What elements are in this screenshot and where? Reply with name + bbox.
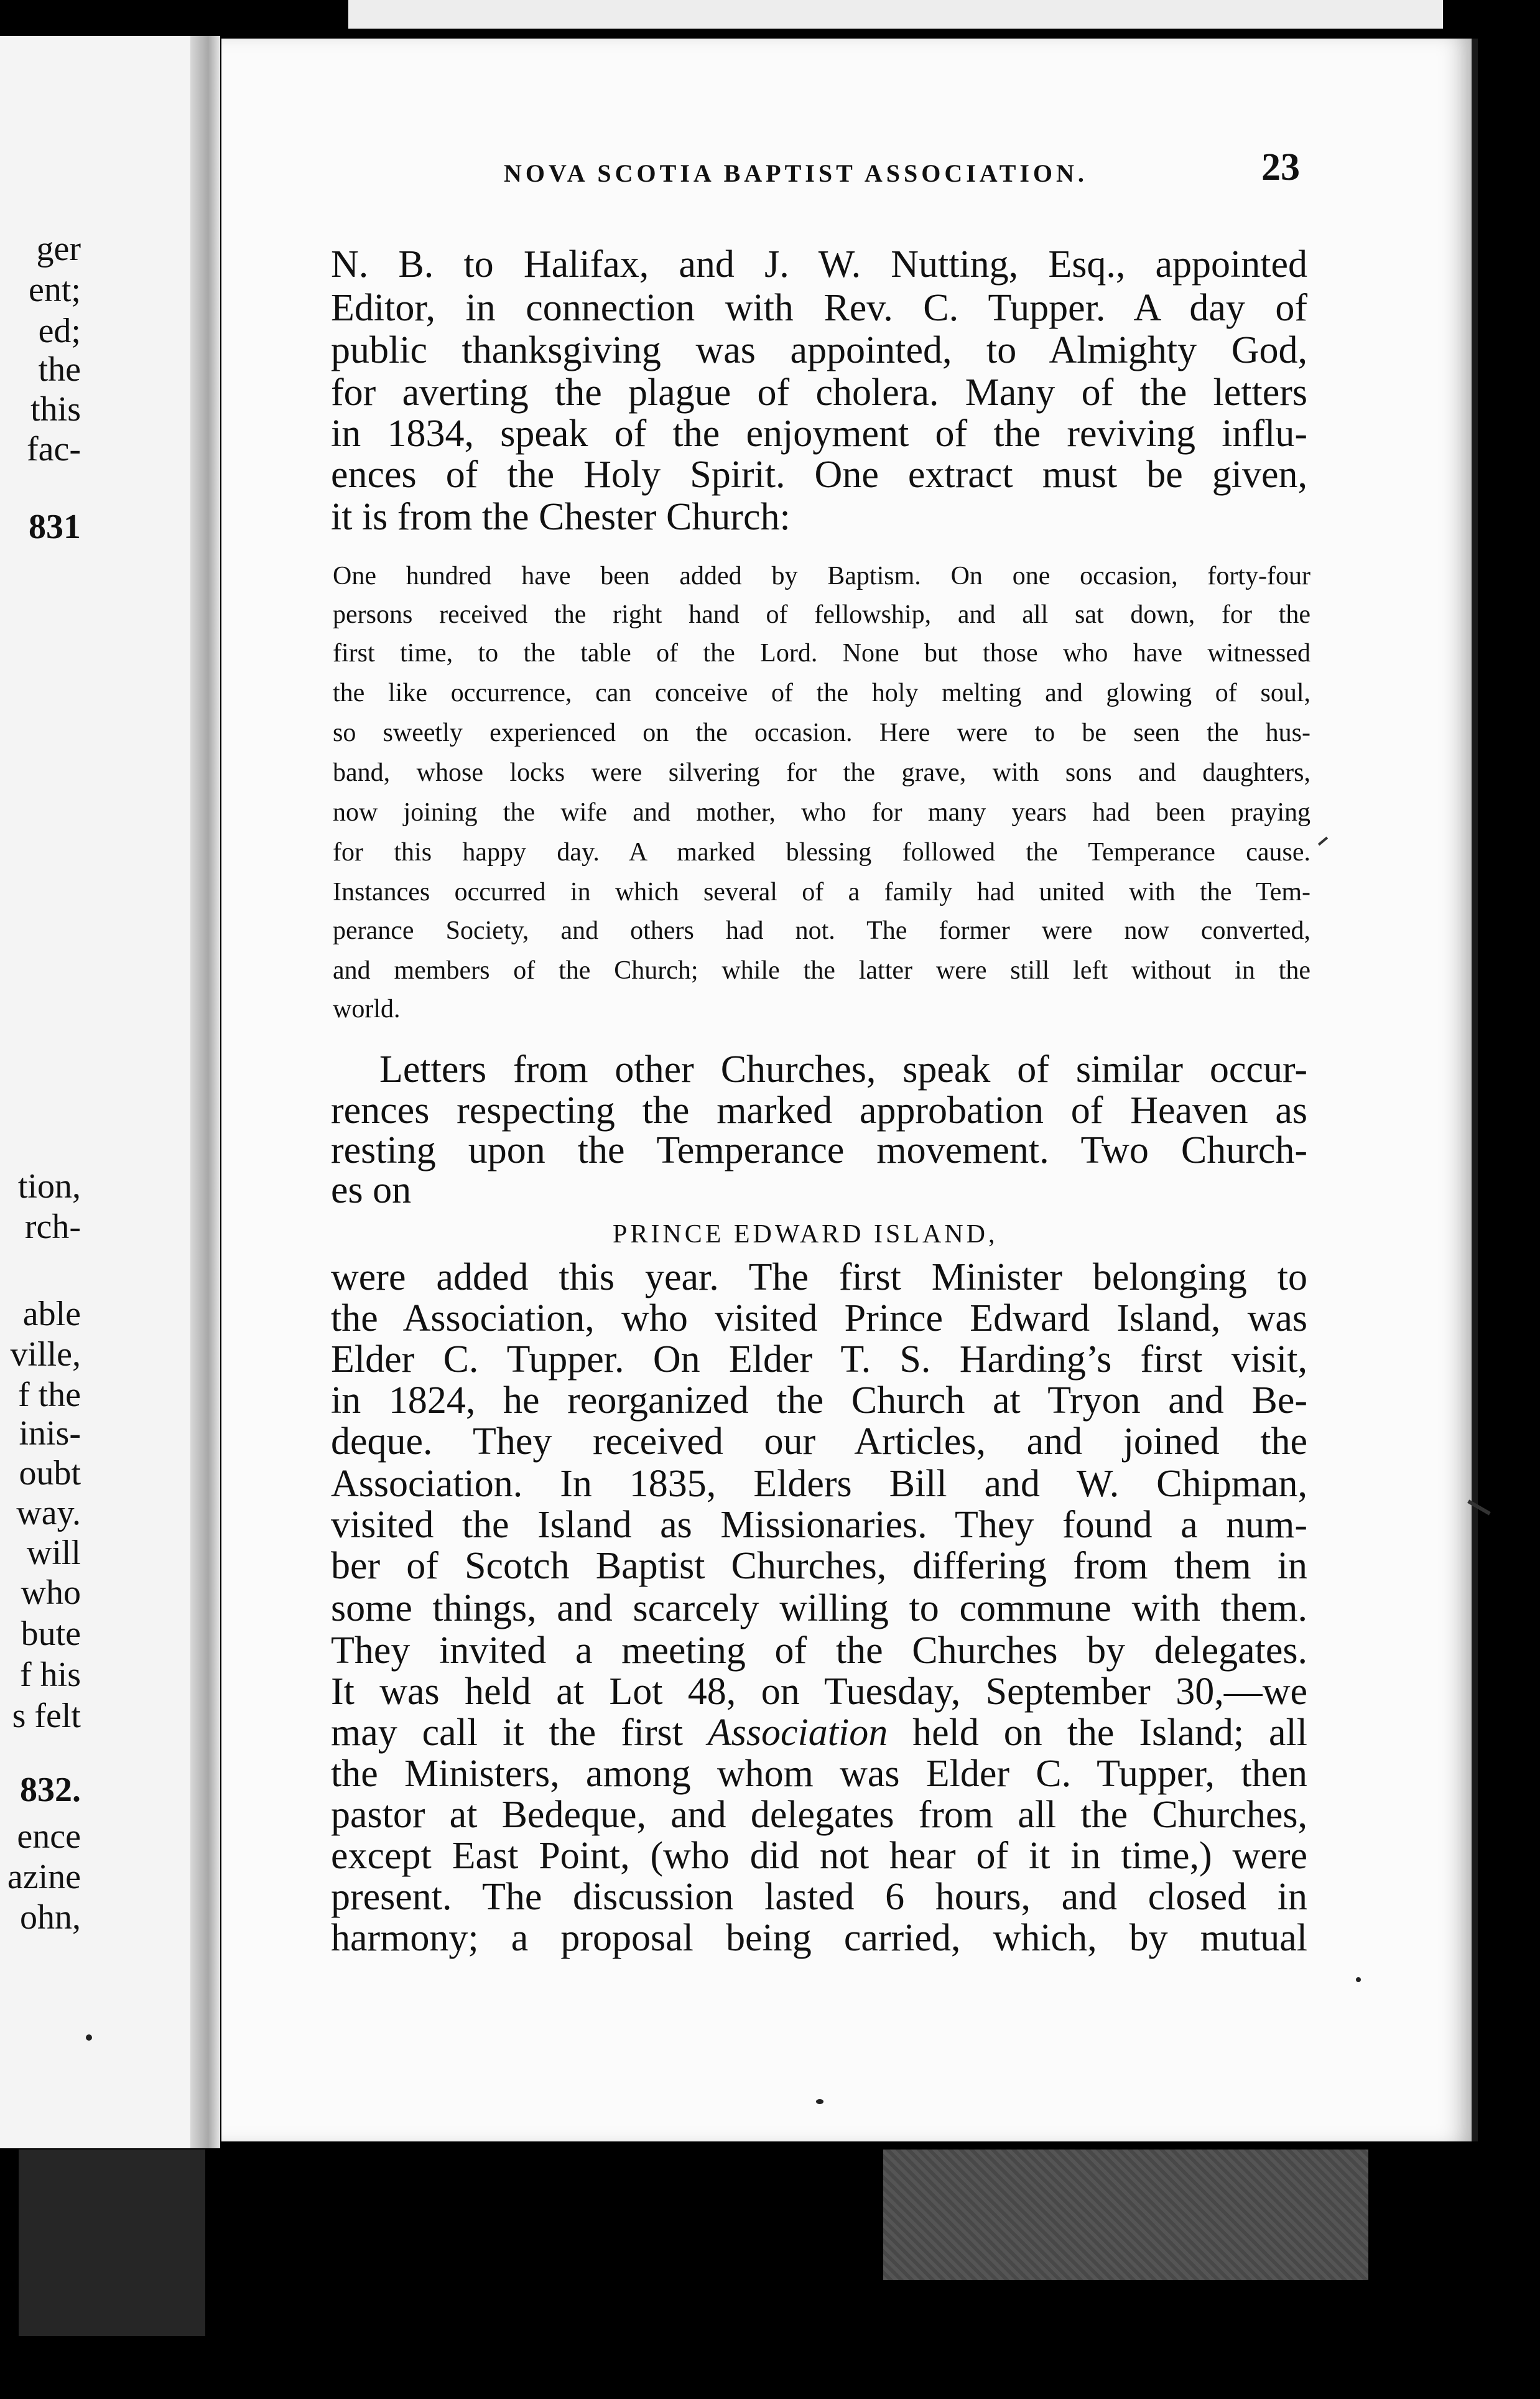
left-fragment: tion, — [17, 1167, 81, 1206]
left-fragment: will — [26, 1534, 81, 1572]
text-line: It was held at Lot 48, on Tuesday, September 30,—we — [331, 1670, 1307, 1713]
text-line: Association. In 1835, Elders Bill and W. Chipman, — [331, 1463, 1307, 1505]
left-fragment: bute — [21, 1614, 81, 1653]
left-fragment: ence — [17, 1817, 81, 1856]
text-line: deque. They received our Articles, and joined the — [331, 1420, 1307, 1463]
quote-line: the like occurrence, can conceive of the holy melting and glowing of soul, — [333, 679, 1310, 707]
left-year-heading: 832. — [20, 1771, 81, 1809]
quote-line: now joining the wife and mother, who for many years had been praying — [333, 798, 1310, 827]
left-fragment: fac- — [26, 430, 81, 468]
quote-line: first time, to the table of the Lord. None but those who have witnessed — [333, 639, 1310, 668]
left-fragment: ed; — [38, 312, 81, 350]
quote-line: for this happy day. A marked blessing followed the Temperance cause. — [333, 838, 1310, 867]
text-line: resting upon the Temperance movement. Two Church- — [331, 1129, 1307, 1172]
left-fragment: f his — [20, 1656, 81, 1694]
text-line: rences respecting the marked approbation of Heaven as — [331, 1089, 1307, 1132]
quote-line: so sweetly experienced on the occasion. Here were to be seen the hus- — [333, 719, 1310, 747]
page-number: 23 — [1261, 146, 1300, 189]
text-line: ber of Scotch Baptist Churches, differing from them in — [331, 1545, 1307, 1587]
text-line: in 1834, speak of the enjoyment of the reviving influ- — [331, 412, 1307, 455]
left-fragment: oubt — [19, 1454, 81, 1493]
left-fragment: inis- — [19, 1414, 81, 1453]
top-page-edge — [348, 0, 1443, 29]
bottom-left-shadow — [19, 2150, 205, 2336]
text-line: Editor, in connection with Rev. C. Tupper. A day of — [331, 287, 1307, 329]
text-line: ences of the Holy Spirit. One extract must be given, — [331, 454, 1307, 496]
book-gutter — [190, 36, 220, 2148]
quote-line: band, whose locks were silvering for the grave, with sons and daughters, — [333, 758, 1310, 787]
text-run: may call it the first — [331, 1712, 708, 1754]
left-fragment: azine — [7, 1858, 81, 1896]
left-fragment: f the — [17, 1376, 81, 1414]
text-line: were added this year. The first Minister belonging to — [331, 1256, 1307, 1298]
quote-line: Instances occurred in which several of a family had united with the Tem- — [333, 878, 1310, 906]
ink-speck — [1356, 1977, 1361, 1982]
text-line: except East Point, (who did not hear of it in time,) were — [331, 1835, 1307, 1877]
left-year-heading: 831 — [29, 508, 81, 546]
text-line: Letters from other Churches, speak of similar occur- — [379, 1048, 1307, 1091]
left-fragment: s felt — [12, 1697, 81, 1735]
text-run: held on the Island; all — [888, 1712, 1307, 1754]
left-fragment: ville, — [10, 1335, 81, 1374]
text-line: es on — [331, 1169, 412, 1211]
text-line: the Association, who visited Prince Edward Island, was — [331, 1297, 1307, 1339]
text-line-with-italic — [331, 1712, 1307, 1754]
text-line: N. B. to Halifax, and J. W. Nutting, Esq., appointed — [331, 243, 1307, 286]
left-fragment: ohn, — [20, 1898, 81, 1937]
quote-line: One hundred have been added by Baptism. On one occasion, forty-four — [333, 562, 1310, 590]
quote-line: and members of the Church; while the latter were still left without in the — [333, 956, 1310, 985]
text-line: the Ministers, among whom was Elder C. Tupper, then — [331, 1753, 1307, 1795]
text-line: visited the Island as Missionaries. They found a num- — [331, 1504, 1307, 1546]
text-line: present. The discussion lasted 6 hours, and closed in — [331, 1876, 1307, 1918]
text-line: for averting the plague of cholera. Many of the letters — [331, 371, 1307, 414]
text-line: it is from the Chester Church: — [331, 496, 791, 538]
ink-speck — [86, 2034, 92, 2041]
text-line: harmony; a proposal being carried, which, by mutual — [331, 1917, 1307, 1959]
running-head: NOVA SCOTIA BAPTIST ASSOCIATION. — [504, 159, 1088, 187]
bottom-cloth-texture — [883, 2150, 1368, 2280]
ink-speck — [816, 2099, 823, 2104]
left-fragment: ger — [36, 230, 81, 268]
section-heading: PRINCE EDWARD ISLAND, — [613, 1220, 998, 1249]
text-line: They invited a meeting of the Churches by delegates. — [331, 1629, 1307, 1672]
quote-line: persons received the right hand of fellowship, and all sat down, for the — [333, 600, 1310, 629]
left-fragment: ent; — [29, 271, 81, 309]
text-line: in 1824, he reorganized the Church at Tryon and Be- — [331, 1379, 1307, 1422]
text-line: Elder C. Tupper. On Elder T. S. Harding’s first visit, — [331, 1338, 1307, 1381]
text-line: pastor at Bedeque, and delegates from all the Churches, — [331, 1794, 1307, 1836]
quote-line: world. — [333, 995, 401, 1023]
left-fragment: rch- — [24, 1208, 81, 1246]
text-line: some things, and scarcely willing to commune with them. — [331, 1587, 1307, 1629]
left-fragment: who — [21, 1573, 81, 1612]
left-fragment: able — [22, 1295, 81, 1333]
quote-line: perance Society, and others had not. The former were now converted, — [333, 916, 1310, 945]
left-fragment: the — [38, 350, 81, 389]
left-fragment: way. — [16, 1494, 81, 1532]
left-fragment: this — [30, 390, 81, 429]
italic-term: Association — [707, 1712, 888, 1754]
text-line: public thanksgiving was appointed, to Almighty God, — [331, 329, 1307, 371]
